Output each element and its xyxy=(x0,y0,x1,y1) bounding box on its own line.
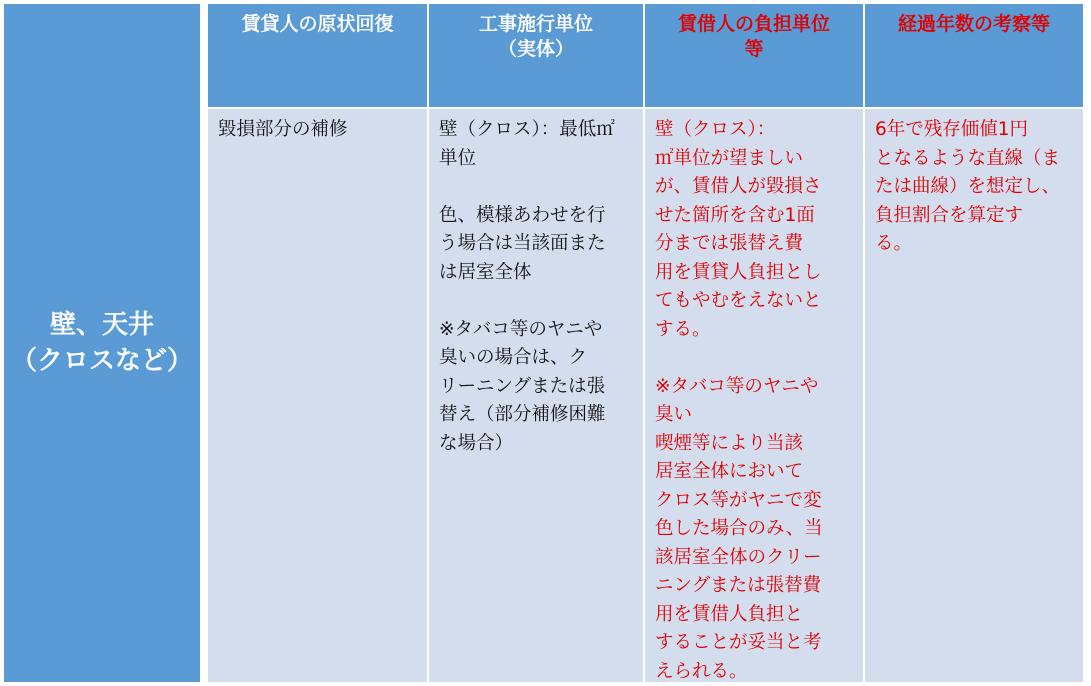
cell-text: 臭いの場合は、ク xyxy=(439,347,588,368)
cell-text: る。 xyxy=(875,233,913,254)
cell-text: 用を賃貸人負担とし xyxy=(655,261,822,283)
cell-text: が、賃借人が毀損さ xyxy=(655,176,822,197)
cell-text: ※タバコ等のヤニや xyxy=(655,375,819,397)
cell-text: することが妥当と考 xyxy=(655,632,822,653)
cell-text: は居室全体 xyxy=(439,261,532,283)
paragraph-gap xyxy=(439,287,633,316)
row-header-wall-ceiling xyxy=(4,4,200,682)
cell-text: 6年で残存価値1円 xyxy=(875,119,1029,140)
cell-text: 分までは張替え費 xyxy=(655,233,804,254)
cell-text: リーニングまたは張 xyxy=(439,375,606,397)
cell-text: クロス等がヤニで変 xyxy=(655,489,822,511)
paragraph-gap xyxy=(655,344,853,373)
cell-text: たは曲線）を想定し、 xyxy=(875,176,1061,197)
row-header-line2: （クロスなど） xyxy=(10,346,193,376)
header-text: 工事施行単位 xyxy=(478,13,593,35)
cell-text: ニングまたは張替費 xyxy=(655,575,822,596)
cell-elapsed-years xyxy=(865,109,1083,682)
paragraph-gap xyxy=(439,173,633,202)
header-elapsed-years xyxy=(865,4,1083,107)
cell-text: な場合） xyxy=(439,432,514,454)
header-text: （実体） xyxy=(497,38,574,60)
cell-text: となるような直線（ま xyxy=(875,147,1061,169)
cell-text: 毀損部分の補修 xyxy=(218,119,348,140)
cell-text: 臭い xyxy=(655,404,693,425)
cell-text: 単位 xyxy=(439,147,477,169)
cell-text: 居室全体において xyxy=(655,461,804,482)
header-text: 賃借人の負担単位 xyxy=(677,13,830,35)
cell-text: てもやむをえないと xyxy=(655,290,822,311)
header-work-unit xyxy=(429,4,643,107)
cell-work-unit xyxy=(429,109,643,682)
cell-text: せた箇所を含む1面 xyxy=(655,204,815,226)
cell-text: 壁（クロス）：最低㎡ xyxy=(439,119,615,140)
cell-text: ※タバコ等のヤニや xyxy=(439,318,603,340)
cell-text: 壁（クロス）： xyxy=(655,119,776,140)
header-text: 賃貸人の原状回復 xyxy=(241,13,394,35)
cell-tenant-burden-unit xyxy=(645,109,863,682)
cell-text: 喫煙等により当該 xyxy=(655,432,804,454)
cell-text: 色した場合のみ、当 xyxy=(655,518,823,539)
row-header-line1: 壁、天井 xyxy=(49,310,154,340)
cell-text: ㎡単位が望ましい xyxy=(655,147,804,169)
header-landlord-restoration xyxy=(208,4,427,107)
cell-text: 負担割合を算定す xyxy=(875,204,1024,226)
header-text: 経過年数の考察等 xyxy=(897,13,1050,35)
cell-text: する。 xyxy=(655,318,711,340)
cell-text: えられる。 xyxy=(655,660,748,682)
cell-text: う場合は当該面また xyxy=(439,233,606,254)
header-tenant-burden-unit xyxy=(645,4,863,107)
cell-text: 替え（部分補修困難 xyxy=(439,404,606,425)
cell-text: 色、模様あわせを行 xyxy=(439,204,606,226)
cell-text: 該居室全体のクリー xyxy=(655,546,822,568)
cell-landlord-restoration xyxy=(208,109,427,682)
header-text: 等 xyxy=(744,38,764,60)
cell-text: 用を賃借人負担と xyxy=(655,603,804,625)
